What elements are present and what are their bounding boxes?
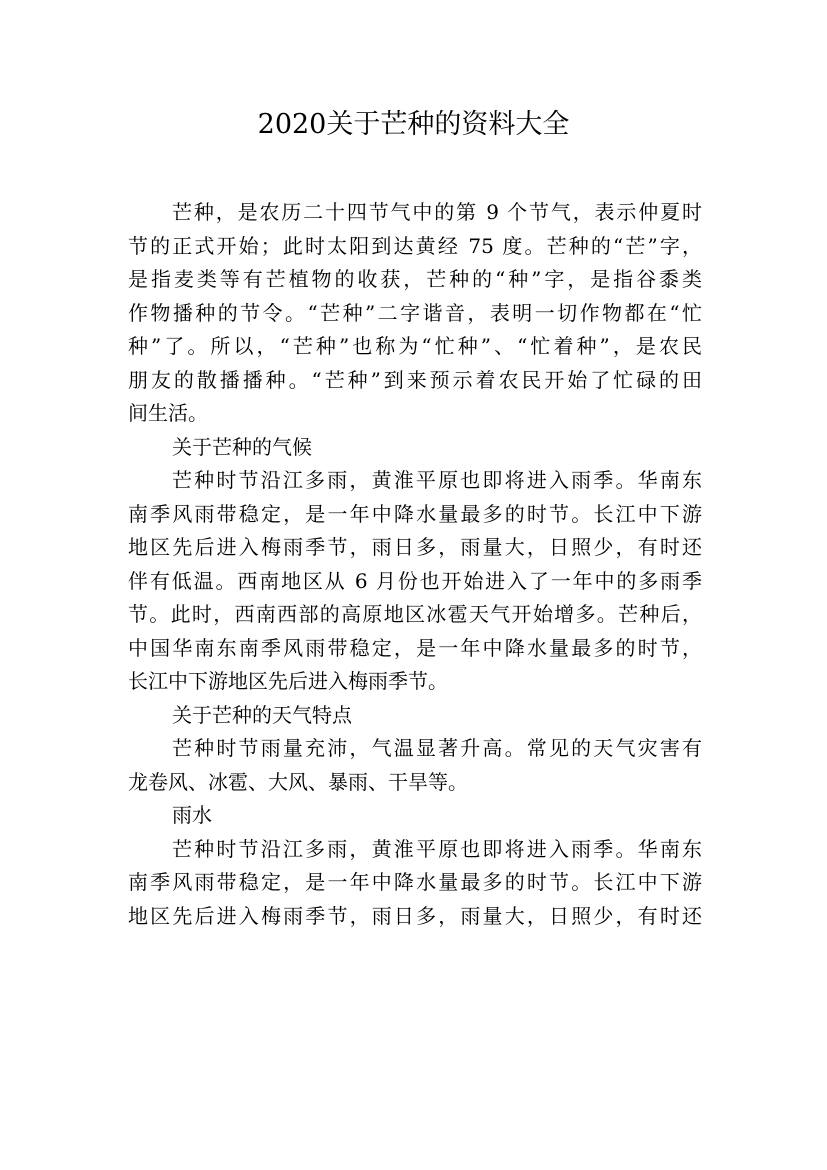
paragraph-line: 芒种，是农历二十四节气中的第 9 个节气，表示仲夏时: [172, 200, 702, 224]
paragraph-line: 是指麦类等有芒植物的收获，芒种的“种”字，是指谷黍类: [128, 267, 702, 291]
paragraph-line: 芒种时节沿江多雨，黄淮平原也即将进入雨季。华南东: [172, 836, 702, 861]
paragraph-line: 南季风雨带稳定，是一年中降水量最多的时节。长江中下游: [128, 870, 702, 894]
document-body: [128, 196, 702, 933]
paragraph-line: 作物播种的节令。“芒种”二字谐音，表明一切作物都在“忙: [128, 300, 702, 325]
paragraph-line: 长江中下游地区先后进入梅雨季节。: [128, 669, 448, 693]
paragraph-line: 芒种时节沿江多雨，黄淮平原也即将进入雨季。华南东: [172, 468, 702, 492]
section-heading: 雨水: [172, 803, 212, 827]
paragraph-line: 朋友的散播播种。“芒种”到来预示着农民开始了忙碌的田: [128, 367, 702, 392]
paragraph-line: 龙卷风、冰雹、大风、暴雨、干旱等。: [128, 769, 468, 794]
paragraph-line: 南季风雨带稳定，是一年中降水量最多的时节。长江中下游: [128, 501, 702, 526]
section-heading: 关于芒种的气候: [172, 434, 312, 459]
paragraph-line: 地区先后进入梅雨季节，雨日多，雨量大，日照少，有时还: [128, 903, 702, 928]
paragraph-line: 节的正式开始；此时太阳到达黄经 75 度。芒种的“芒”字，: [128, 233, 702, 258]
paragraph-line: 地区先后进入梅雨季节，雨日多，雨量大，日照少，有时还: [128, 535, 702, 559]
paragraph-line: 伴有低温。西南地区从 6 月份也开始进入了一年中的多雨季: [128, 568, 702, 593]
paragraph-line: 节。此时，西南西部的高原地区冰雹天气开始增多。芒种后，: [128, 602, 702, 626]
section-heading: 关于芒种的天气特点: [172, 702, 352, 727]
paragraph-line: 种”了。所以，“芒种”也称为“忙种”、“忙着种”，是农民: [128, 334, 702, 358]
document-title: 2020关于芒种的资料大全: [257, 109, 570, 140]
paragraph-line: 中国华南东南季风雨带稳定，是一年中降水量最多的时节，: [128, 635, 702, 660]
paragraph-line: 间生活。: [128, 401, 208, 425]
paragraph-line: 芒种时节雨量充沛，气温显著升高。常见的天气灾害有: [172, 736, 702, 760]
